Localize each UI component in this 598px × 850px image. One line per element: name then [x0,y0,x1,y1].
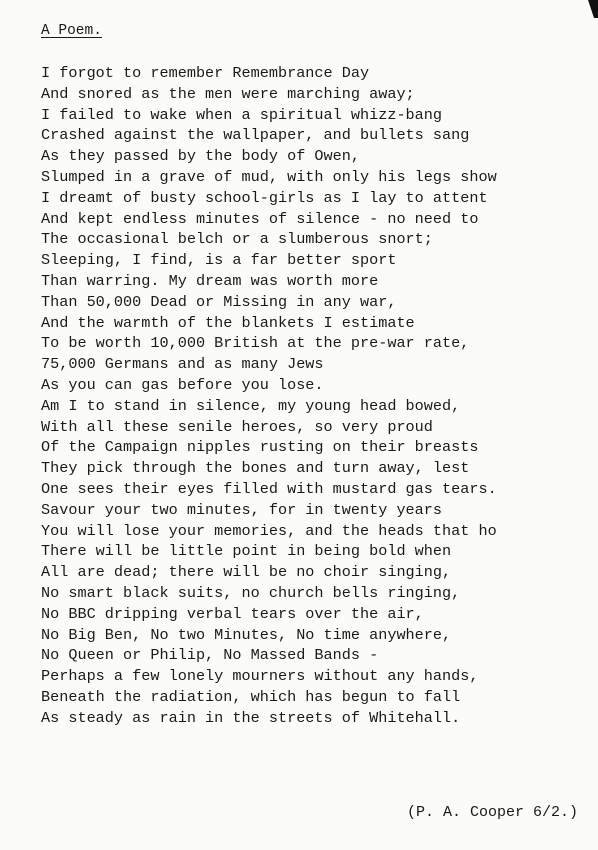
poem-line: Slumped in a grave of mud, with only his legs show [41,167,497,186]
poem-line: I forgot to remember Remembrance Day [41,64,370,82]
poem-line: Perhaps a few lonely mourners without any hands, [41,667,479,686]
poem-line: Beneath the radiation, which has begun to fall [41,687,461,706]
poem-line: Crashed against the wallpaper, and bullets sang [41,126,470,145]
poem-line: And the warmth of the blankets I estimate [41,313,415,332]
poem-line: There will be little point in being bold when [41,542,452,561]
poem-line: As you can gas before you lose. [41,375,324,394]
poem-line: No BBC dripping verbal tears over the air, [41,604,424,623]
poem-line: To be worth 10,000 British at the pre-war rate, [41,334,470,353]
poem-line: I failed to wake when a spiritual whizz-bang [41,105,443,124]
poem-line: Than 50,000 Dead or Missing in any war, [41,292,397,311]
poem-line: One sees their eyes filled with mustard gas tears. [41,479,497,498]
poem-line: And kept endless minutes of silence - no need to [41,209,479,228]
poem-line: No Queen or Philip, No Massed Bands - [41,646,379,665]
poem-line: 75,000 Germans and as many Jews [41,355,324,374]
poem-title: A Poem. [41,23,102,39]
poem-line: Of the Campaign nipples rusting on their breasts [41,438,479,457]
poem-line: As they passed by the body of Owen, [41,147,360,166]
poem-line: You will lose your memories, and the heads that ho [41,521,497,540]
poem-line: I dreamt of busty school-girls as I lay to attent [41,188,488,207]
poem-line: The occasional belch or a slumberous snort; [41,230,433,249]
poem-line: As steady as rain in the streets of Whitehall. [41,708,461,727]
poem-line: And snored as the men were marching away; [41,84,415,103]
poem-line: All are dead; there will be no choir singing, [41,563,452,582]
poem-line: They pick through the bones and turn away, lest [41,459,470,478]
poem-line: With all these senile heroes, so very proud [41,417,433,436]
poem-line: Sleeping, I find, is a far better sport [41,251,397,270]
poem-line: No Big Ben, No two Minutes, No time anywhere, [41,625,452,644]
poem-line: No smart black suits, no church bells ringing, [41,583,461,602]
corner-punch-mark [588,0,598,18]
poem-line: Than warring. My dream was worth more [41,271,379,290]
poem-body [41,63,497,729]
poem-line: Savour your two minutes, for in twenty years [41,500,443,519]
poem-line: Am I to stand in silence, my young head bowed, [41,396,461,415]
author-signature: (P. A. Cooper 6/2.) [406,804,578,821]
